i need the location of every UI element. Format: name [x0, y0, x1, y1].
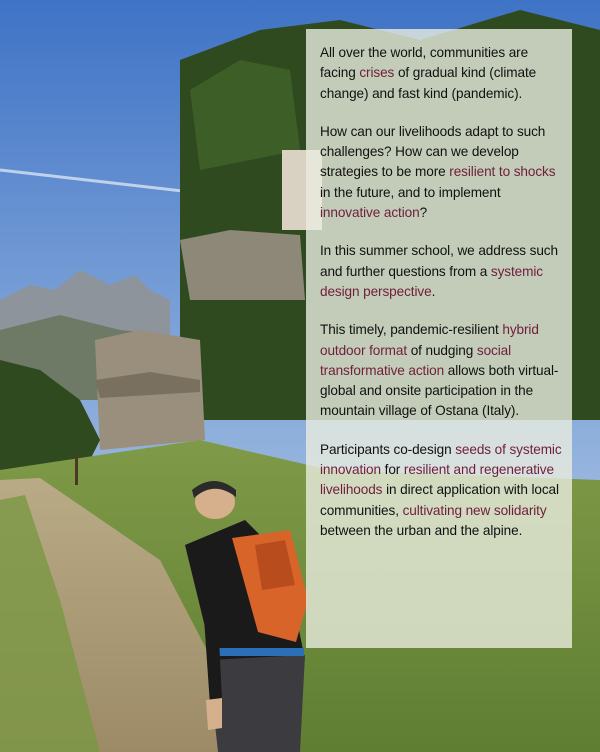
- participants-paragraph: [320, 440, 562, 541]
- para-text: .: [431, 283, 436, 299]
- para-text: How can our livelihoods adapt to such challenges? How can we develop strategies to be more: [320, 123, 546, 180]
- para-text: of nudging: [407, 342, 477, 358]
- text-panel: [306, 29, 572, 648]
- format-paragraph: [320, 320, 562, 421]
- highlight-resilient-to-shocks: resilient to shocks: [449, 164, 556, 180]
- highlight-solidarity: cultivating new solidarity: [402, 502, 547, 518]
- highlight-systemic-design: systemic design perspective: [320, 263, 543, 299]
- para-text: in direct application with local communities,: [320, 482, 559, 518]
- para-text: This timely, pandemic-resilient: [320, 322, 503, 338]
- highlight-livelihoods: resilient and regenerative livelihoods: [320, 462, 554, 498]
- para-text: of gradual kind (climate change) and fast kind (pandemic).: [320, 65, 537, 101]
- para-text: ?: [419, 205, 428, 221]
- para-text: in the future, and to implement: [320, 184, 501, 200]
- highlight-seeds: seeds of systemic innovation: [320, 441, 562, 478]
- para-text: for: [380, 462, 404, 478]
- para-text: In this summer school, we address such and further questions from a: [320, 243, 558, 279]
- highlight-innovative-action: innovative action: [320, 205, 420, 221]
- para-text: between the urban and the alpine.: [320, 522, 523, 538]
- para-text: allows both virtual-global and onsite participation in the mountain village of Ostana (Italy).: [320, 362, 559, 419]
- questions-paragraph: [320, 122, 562, 223]
- intro-paragraph: [320, 43, 562, 104]
- highlight-hybrid-format: hybrid outdoor format: [320, 322, 539, 358]
- highlight-social-action: social transformative action: [320, 342, 512, 378]
- para-text: Participants co-design: [320, 441, 456, 457]
- highlight-crises: crises: [359, 65, 395, 81]
- approach-paragraph: [320, 241, 562, 302]
- para-text: All over the world, communities are facing: [320, 45, 529, 81]
